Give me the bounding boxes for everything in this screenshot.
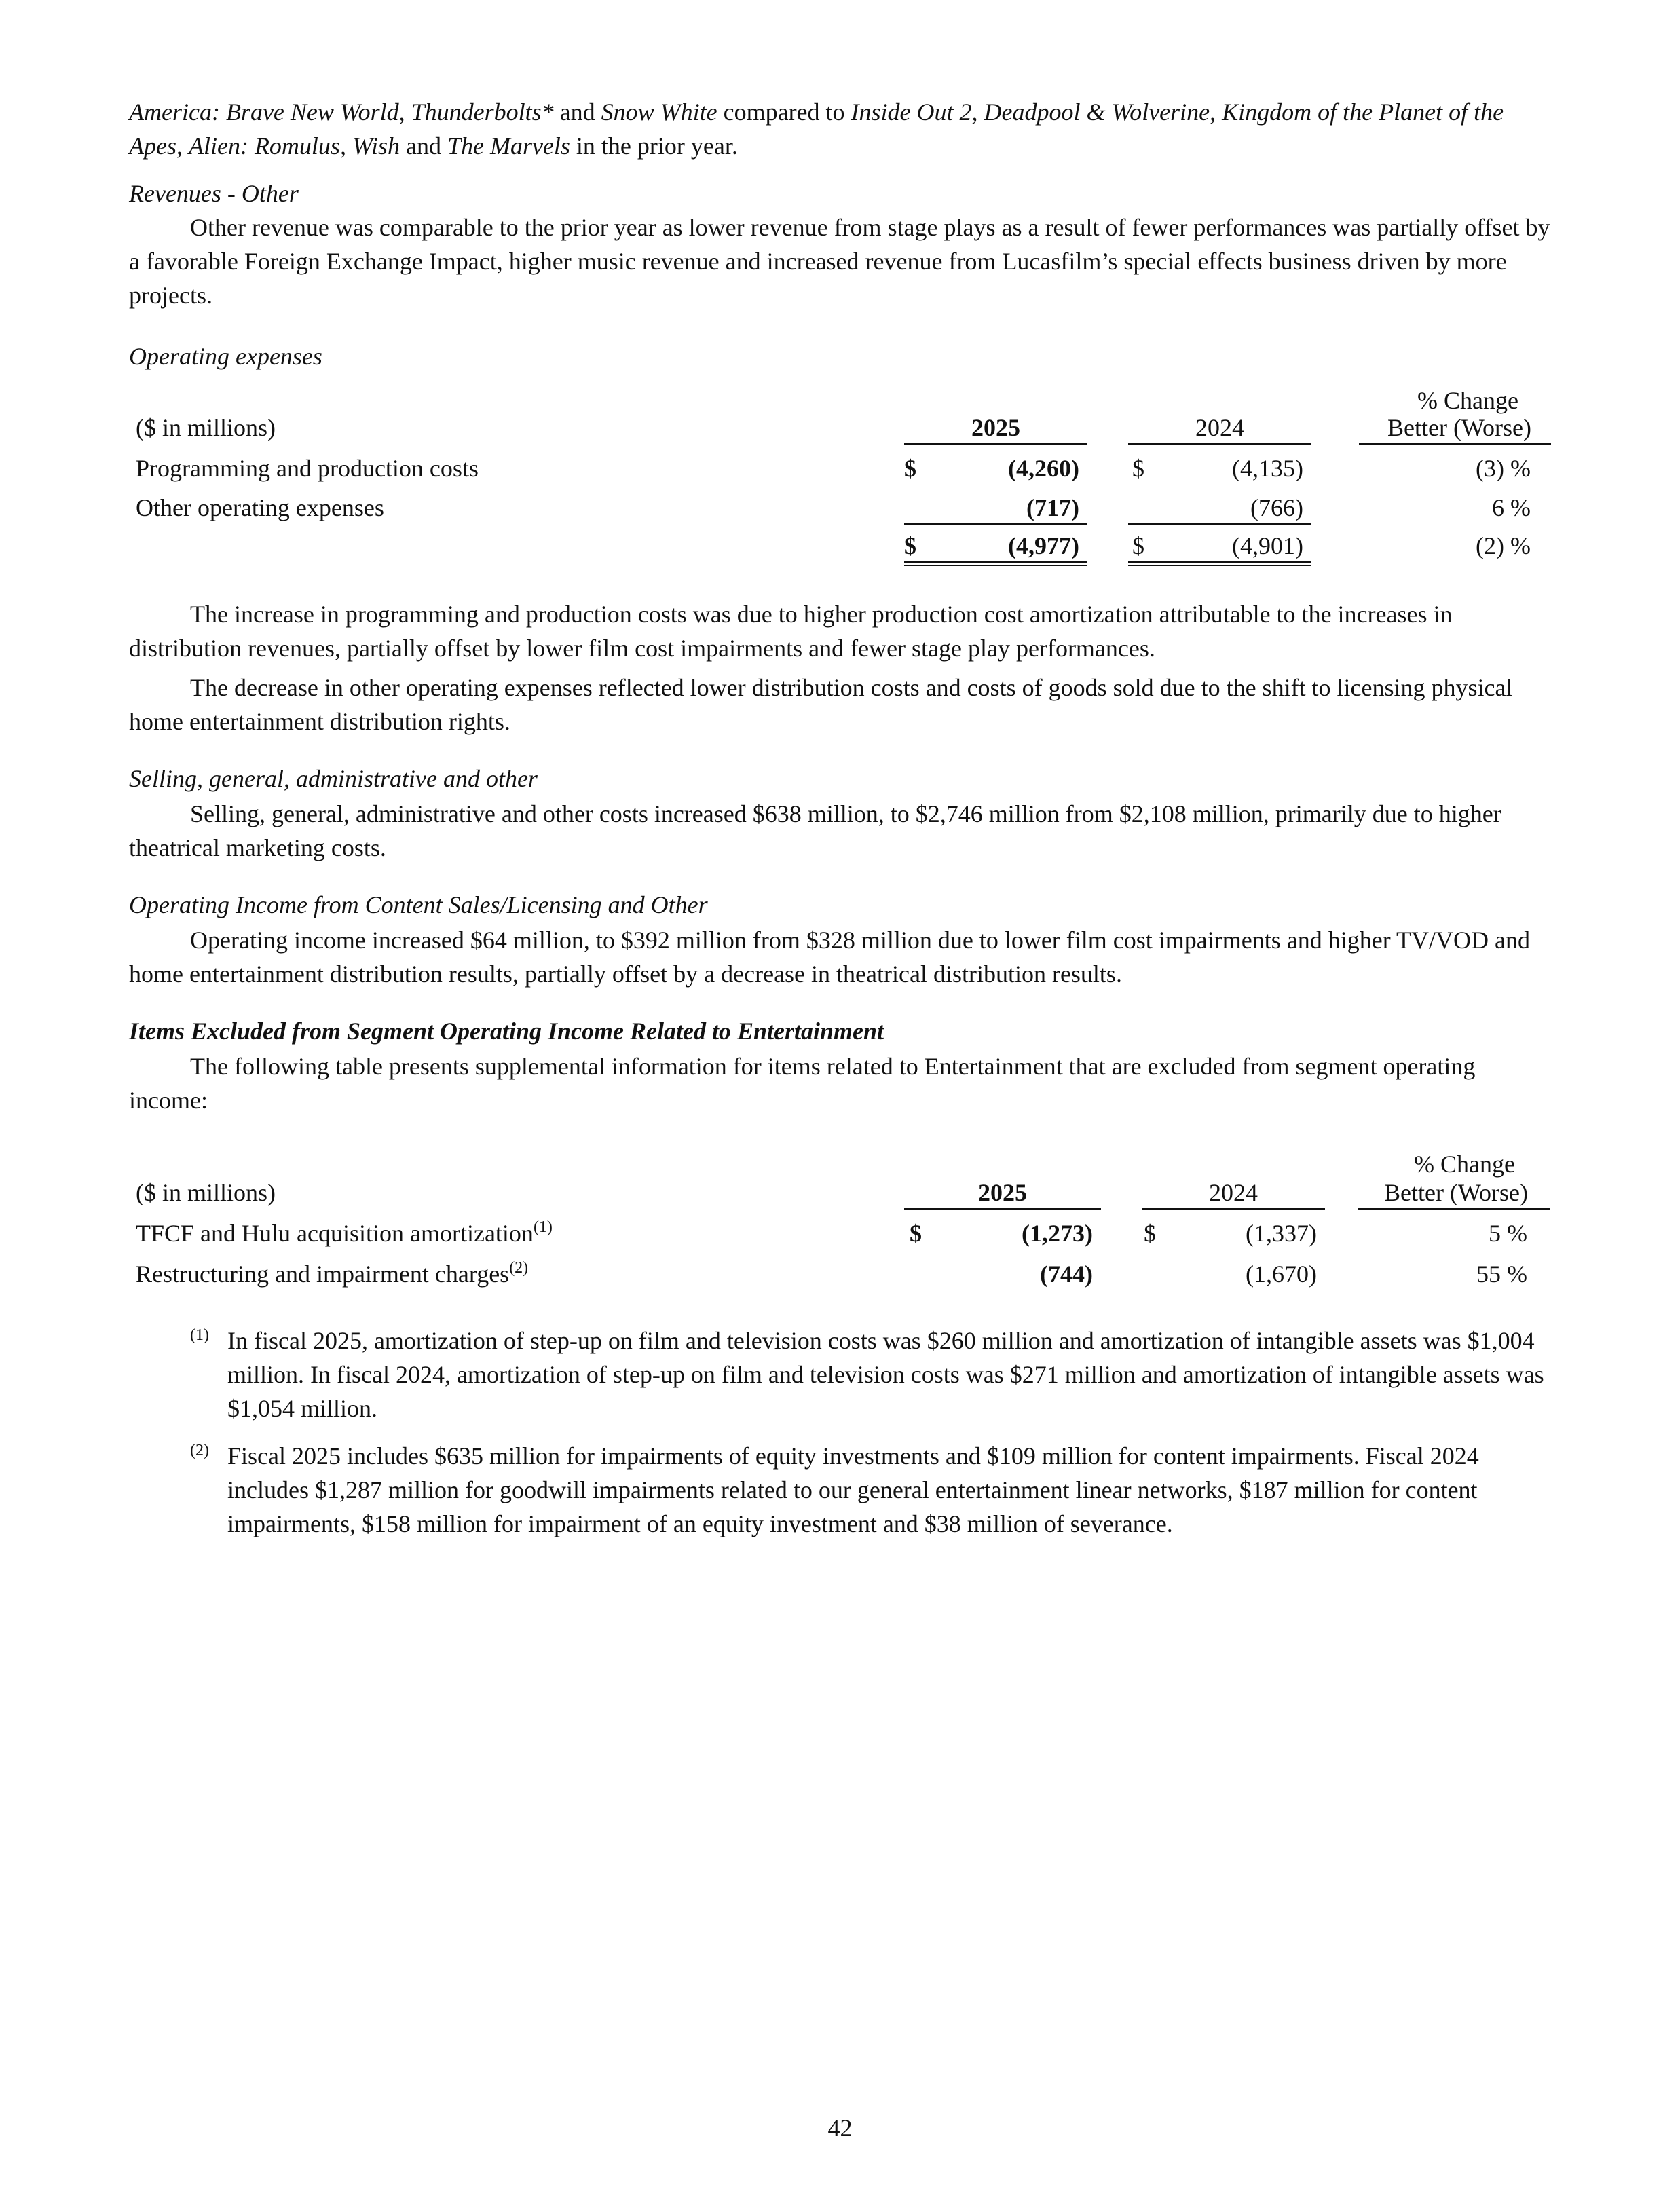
operating-income-body: Operating income increased $64 million, to $392 million from $328 million due to lower film cost impairments and higher TV/VOD and home entertainment distribution results, partially offset by a decrease in theatrical distribution results. xyxy=(129,927,1530,988)
revenues-other-heading: Revenues - Other xyxy=(129,180,299,207)
value-2025: (717) xyxy=(1026,494,1079,521)
text-fragment: and xyxy=(399,132,447,160)
film-title: Kingdom of the Planet of the Apes xyxy=(129,98,1504,160)
value-2025: (744) xyxy=(1040,1260,1093,1288)
column-2025-header: 2025 xyxy=(978,1179,1027,1206)
currency-2025: $ xyxy=(910,1220,922,1247)
row-label-text: TFCF and Hulu acquisition amortization xyxy=(136,1220,534,1247)
currency-2025: $ xyxy=(904,532,916,559)
currency-2024: $ xyxy=(1132,455,1144,482)
column-2025-header: 2025 xyxy=(971,414,1020,441)
total-double-line-2024-b xyxy=(1128,565,1311,566)
change-value: 6 % xyxy=(1492,494,1531,521)
film-title: Thunderbolts* xyxy=(411,98,554,126)
change-value: 55 % xyxy=(1476,1260,1527,1288)
unit-label: ($ in millions) xyxy=(136,1179,276,1206)
footnote-1 xyxy=(129,1324,1551,1425)
film-title: America: Brave New World xyxy=(129,98,399,126)
text-fragment: and xyxy=(553,98,601,126)
header-underline-2024 xyxy=(1142,1208,1325,1210)
header-underline-change xyxy=(1358,1208,1550,1210)
value-2024: (4,901) xyxy=(1232,532,1303,559)
sga-body: Selling, general, administrative and other costs increased $638 million, to $2,746 million from $2,108 million, primarily due to higher theatrical marketing costs. xyxy=(129,800,1501,861)
footnote-marker: (1) xyxy=(190,1326,209,1344)
text-fragment: in the prior year. xyxy=(570,132,738,160)
intro-paragraph xyxy=(129,95,1551,163)
currency-2025: $ xyxy=(904,455,916,482)
value-2024: (1,670) xyxy=(1246,1260,1317,1288)
table-row xyxy=(129,491,1551,525)
header-underline-2025 xyxy=(904,1208,1101,1210)
row-label: Other operating expenses xyxy=(136,494,384,521)
footnote-marker: (2) xyxy=(190,1442,209,1459)
text-fragment: , xyxy=(398,98,411,126)
row-label: Programming and production costs xyxy=(136,455,479,482)
change-header-line-2: Better (Worse) xyxy=(1383,1179,1528,1206)
change-header-line-1: % Change xyxy=(1414,1150,1515,1178)
header-underline-change xyxy=(1359,443,1551,445)
value-2025: (4,260) xyxy=(1008,455,1079,482)
value-2024: (766) xyxy=(1250,494,1303,521)
items-excluded-heading: Items Excluded from Segment Operating Income Related to Entertainment xyxy=(129,1017,884,1045)
total-double-line-2024-a xyxy=(1128,561,1311,563)
change-value: (3) % xyxy=(1476,455,1531,482)
footnote-text: Fiscal 2025 includes $635 million for impairments of equity investments and $109 million for content impairments. Fiscal 2024 includes $1,287 million for goodwill impairments related to our general entertainment linear networks, $187 million for content impairments, $158 million for impairment of an equity investment and $38 million of severance. xyxy=(227,1442,1479,1537)
film-title: Alien: Romulus, Wish xyxy=(188,132,400,160)
change-value: 5 % xyxy=(1489,1220,1527,1247)
text-fragment: , xyxy=(176,132,189,160)
page-number: 42 xyxy=(827,2114,853,2141)
change-header-line-2: Better (Worse) xyxy=(1387,414,1531,441)
total-double-line-2025-a xyxy=(904,561,1087,563)
programming-costs-paragraph: The increase in programming and production costs was due to higher production cost amortization attributable to the increases in distribution revenues, partially offset by lower film cost impairments and fewer stage play performances. xyxy=(129,601,1453,662)
text-fragment: compared to xyxy=(717,98,851,126)
items-excluded-body: The following table presents supplemental information for items related to Entertainment that are excluded from segment operating income: xyxy=(129,1053,1476,1114)
table-row xyxy=(129,451,1551,485)
subtotal-line-2025 xyxy=(904,523,1087,525)
footnote-reference: (1) xyxy=(533,1218,553,1236)
film-title: Snow White xyxy=(601,98,717,126)
row-label-text: Restructuring and impairment charges xyxy=(136,1260,510,1288)
value-2024: (1,337) xyxy=(1246,1220,1317,1247)
value-2025: (4,977) xyxy=(1008,532,1079,559)
table-header-row-2 xyxy=(129,1176,1551,1210)
header-underline-2024 xyxy=(1128,443,1311,445)
change-value: (2) % xyxy=(1476,532,1531,559)
subtotal-line-2024 xyxy=(1128,523,1311,525)
table-row xyxy=(129,1257,1551,1291)
footnote-text: In fiscal 2025, amortization of step-up on film and television costs was $260 million and amortization of intangible assets was $1,004 million. In fiscal 2024, amortization of step-up on film and television costs was $271 million and amortization of intangible assets was $1,054 million. xyxy=(227,1327,1544,1422)
column-2024-header: 2024 xyxy=(1195,414,1244,441)
text-fragment: , xyxy=(1210,98,1222,126)
operating-expenses-heading: Operating expenses xyxy=(129,343,322,370)
total-double-line-2025-b xyxy=(904,565,1087,566)
currency-2024: $ xyxy=(1144,1220,1156,1247)
revenues-other-body: Other revenue was comparable to the prior year as lower revenue from stage plays as a result of fewer performances was partially offset by a favorable Foreign Exchange Impact, higher music revenue and increased revenue from Lucasfilm’s special effects business driven by more projects. xyxy=(129,214,1550,309)
operating-income-heading: Operating Income from Content Sales/Licensing and Other xyxy=(129,891,708,918)
film-title: Inside Out 2, Deadpool & Wolverine xyxy=(851,98,1210,126)
value-2025: (1,273) xyxy=(1022,1220,1093,1247)
sga-heading: Selling, general, administrative and other xyxy=(129,765,538,792)
other-expenses-paragraph: The decrease in other operating expenses reflected lower distribution costs and costs of goods sold due to the shift to licensing physical home entertainment distribution rights. xyxy=(129,674,1513,735)
currency-2024: $ xyxy=(1132,532,1144,559)
value-2024: (4,135) xyxy=(1232,455,1303,482)
change-header-line-1: % Change xyxy=(1417,387,1518,414)
footnote-reference: (2) xyxy=(509,1259,529,1277)
column-2024-header: 2024 xyxy=(1209,1179,1258,1206)
table-row xyxy=(129,1216,1551,1250)
table-total-row xyxy=(129,529,1551,563)
table-header-row-2 xyxy=(129,411,1551,445)
row-label xyxy=(136,1216,553,1250)
unit-label: ($ in millions) xyxy=(136,414,276,441)
footnote-2 xyxy=(129,1439,1551,1575)
header-underline-2025 xyxy=(904,443,1087,445)
row-label xyxy=(136,1257,528,1291)
film-title: The Marvels xyxy=(447,132,570,160)
